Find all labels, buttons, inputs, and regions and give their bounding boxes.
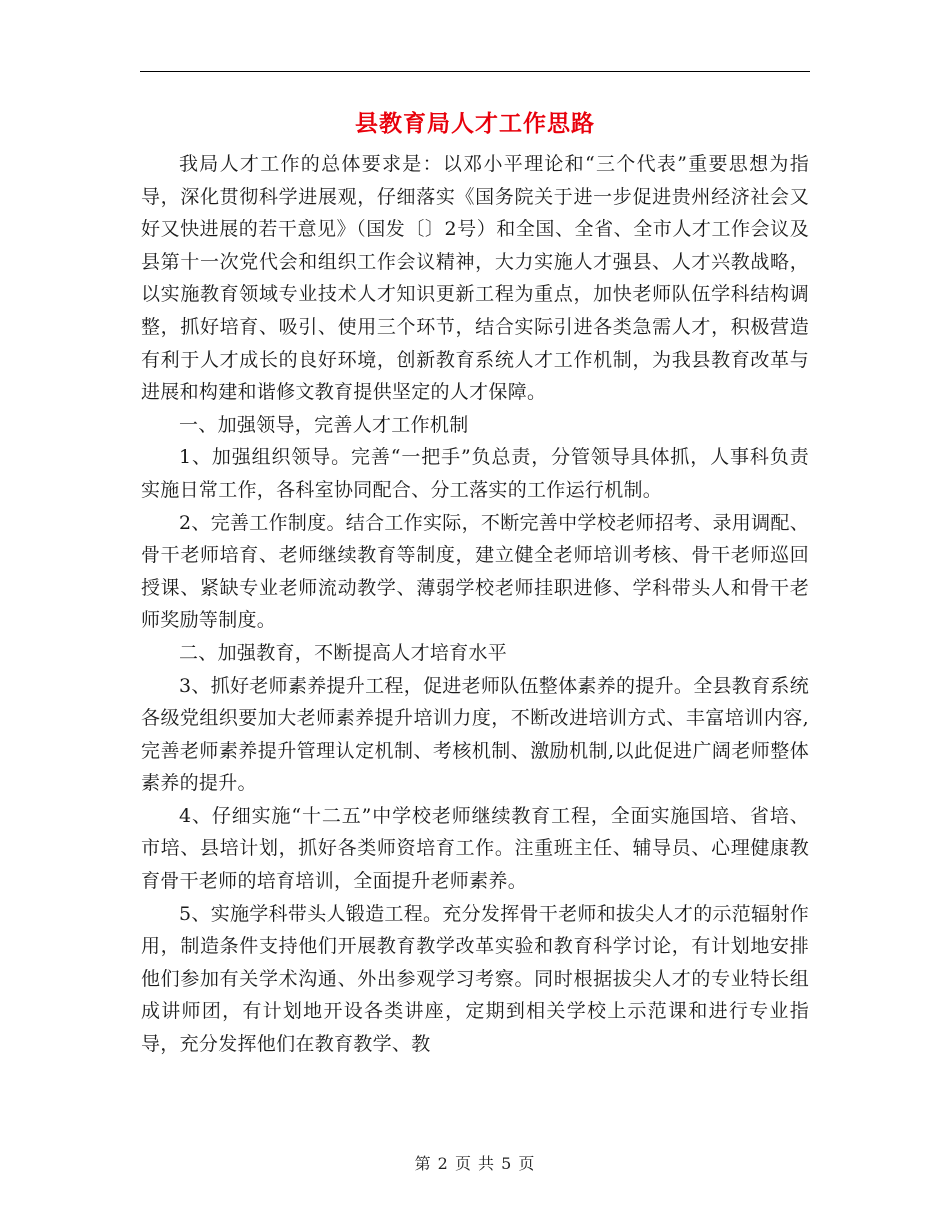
header-rule bbox=[140, 71, 810, 72]
page-number: 第 2 页 共 5 页 bbox=[414, 1154, 536, 1173]
document-body bbox=[141, 148, 809, 1061]
section-heading-1: 一、加强领导，完善人才工作机制 bbox=[179, 413, 469, 436]
paragraph-item-3: 3、抓好老师素养提升工程，促进老师队伍整体素养的提升。全县教育系统各级党组织要加大老师素养提升培训力度，不断改进培训方式、丰富培训内容,完善老师素养提升管理认定机制、考核机制、激励机制,以此促进广阔老师整体素养的提升。 bbox=[141, 674, 809, 795]
section-heading-2: 二、加强教育，不断提高人才培育水平 bbox=[179, 641, 508, 664]
paragraph-item-4: 4、仔细实施“十二五”中学校老师继续教育工程，全面实施国培、省培、市培、县培计划，抓好各类师资培育工作。注重班主任、辅导员、心理健康教育骨干老师的培育培训，全面提升老师素养。 bbox=[141, 804, 809, 893]
paragraph-item-1: 1、加强组织领导。完善“一把手”负总责，分管领导具体抓，人事科负责实施日常工作，各科室协同配合、分工落实的工作运行机制。 bbox=[141, 446, 809, 501]
paragraph-item-2: 2、完善工作制度。结合工作实际，不断完善中学校老师招考、录用调配、骨干老师培育、老师继续教育等制度，建立健全老师培训考核、骨干老师巡回授课、紧缺专业老师流动教学、薄弱学校老师挂职进修、学科带头人和骨干老师奖励等制度。 bbox=[141, 511, 809, 632]
document-title: 县教育局人才工作思路 bbox=[355, 110, 595, 137]
paragraph-item-5: 5、实施学科带头人锻造工程。充分发挥骨干老师和拔尖人才的示范辐射作用，制造条件支持他们开展教育教学改革实验和教育科学讨论，有计划地安排他们参加有关学术沟通、外出参观学习考察。同时根据拔尖人才的专业特长组成讲师团，有计划地开设各类讲座，定期到相关学校上示范课和进行专业指导，充分发挥他们在教育教学、教 bbox=[141, 902, 809, 1056]
paragraph-intro: 我局人才工作的总体要求是：以邓小平理论和“三个代表”重要思想为指导，深化贯彻科学进展观，仔细落实《国务院关于进一步促进贵州经济社会又好又快进展的若干意见》（国发〔〕2号）和全国、全省、全市人才工作会议及县第十一次党代会和组织工作会议精神，大力实施人才强县、人才兴教战略，以实施教育领域专业技术人才知识更新工程为重点，加快老师队伍学科结构调整，抓好培育、吸引、使用三个环节，结合实际引进各类急需人才，积极营造有利于人才成长的良好环境，创新教育系统人才工作机制，为我县教育改革与进展和构建和谐修文教育提供坚定的人才保障。 bbox=[141, 153, 809, 404]
